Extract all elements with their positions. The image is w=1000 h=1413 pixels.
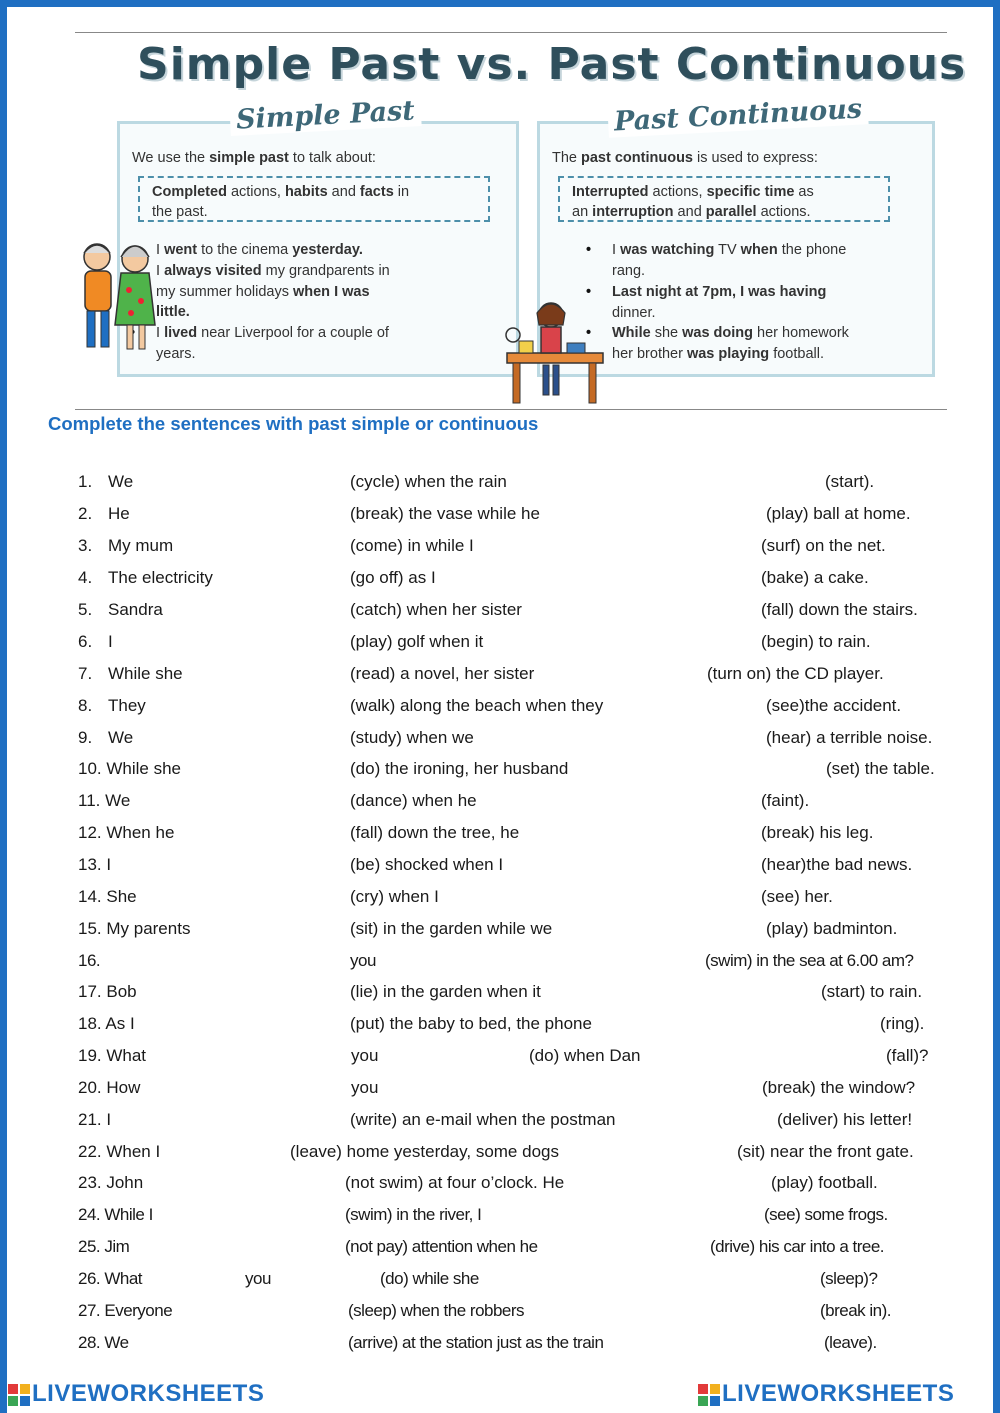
past-continuous-example-2: • Last night at 7pm, I was having dinner. [612,282,826,323]
sentence-middle: (put) the baby to bed, the phone [350,1014,592,1033]
sentence-end: (ring). [880,1014,925,1033]
sentence-end: (break in). [820,1301,892,1320]
sentence-end: (sleep)? [820,1269,878,1288]
sentence-middle-2: (do) while she [380,1269,479,1288]
sentence-subject: The electricity [108,568,213,587]
past-continuous-title: Past Continuous [607,93,868,138]
sentence-middle: you [351,1078,379,1097]
sentence-row [0,887,1000,917]
exercise-instruction: Complete the sentences with past simple or continuous [48,413,539,434]
sentence-middle: (walk) along the beach when they [350,696,604,715]
sentence-middle: you [351,1046,379,1065]
sentence-subject: 26. What [78,1269,143,1288]
sentence-middle: (be) shocked when I [350,855,504,874]
sentence-subject: While she [108,664,183,683]
sentence-subject: 13. I [78,855,112,874]
sentence-number: 9. [78,728,93,747]
sentence-row [0,919,1000,949]
sentence-middle: you [350,951,376,970]
sentence-subject: Sandra [108,600,163,619]
sentence-end: (fall) down the stairs. [761,600,918,619]
sentence-subject: 18. As I [78,1014,135,1033]
sentence-subject: 19. What [78,1046,147,1065]
sentence-subject: 25. Jim [78,1237,130,1256]
sentence-row [0,1237,1000,1267]
sentence-row [0,664,1000,694]
sentence-middle: (cry) when I [350,887,439,906]
sentence-subject: 27. Everyone [78,1301,173,1320]
grammar-header [75,32,967,410]
sentence-end: (fall)? [886,1046,929,1065]
sentence-end: (hear) a terrible noise. [766,728,933,747]
sentence-row [0,1269,1000,1299]
sentence-middle: (not pay) attention when he [345,1237,538,1256]
sentence-end: (bake) a cake. [761,568,869,587]
sentence-subject: 20. How [78,1078,141,1097]
sentence-end: (play) ball at home. [766,504,911,523]
sentence-row [0,1110,1000,1140]
sentence-middle: (lie) in the garden when it [350,982,541,1001]
sentence-row [0,568,1000,598]
sentence-subject: We [108,728,134,747]
sentence-row [0,696,1000,726]
sentence-row [0,1078,1000,1108]
sentence-end: (break) the window? [762,1078,916,1097]
simple-past-title: Simple Past [229,95,421,136]
sentence-middle: (arrive) at the station just as the train [348,1333,604,1352]
sentence-subject: 22. When I [78,1142,161,1161]
sentence-subject: 15. My parents [78,919,191,938]
sentence-end: (play) football. [771,1173,878,1192]
sentence-row [0,1046,1000,1076]
sentence-end: (break) his leg. [761,823,874,842]
sentence-row [0,472,1000,502]
sentence-middle: (come) in while I [350,536,474,555]
sentence-end: (hear)the bad news. [761,855,913,874]
sentence-subject: They [108,696,146,715]
sentence-subject: I [108,632,113,651]
sentence-middle: (cycle) when the rain [350,472,507,491]
grandparents-illustration [69,235,169,355]
sentence-middle: (sit) in the garden while we [350,919,553,938]
footer-brand-left[interactable]: LIVEWORKSHEETS [32,1380,265,1407]
sentence-subject: 16. [78,951,101,970]
sentence-subject: We [108,472,134,491]
simple-past-example-1: • I went to the cinema yesterday. [156,240,363,261]
sentence-end: (swim) in the sea at 6.00 am? [705,951,914,970]
sentence-middle: (not swim) at four o’clock. He [345,1173,565,1192]
sentence-row [0,855,1000,885]
sentence-end: (see) her. [761,887,833,906]
sentence-middle: (catch) when her sister [350,600,522,619]
sentence-subject: He [108,504,130,523]
sentence-row [0,632,1000,662]
simple-past-panel [117,95,519,377]
sentence-middle: (swim) in the river, I [345,1205,482,1224]
simple-past-example-3: • I lived near Liverpool for a couple of years. [156,323,389,364]
sentence-row [0,1014,1000,1044]
student-desk-illustration [499,295,609,405]
simple-past-intro: We use the simple past to talk about: [132,150,376,166]
sentence-end: (surf) on the net. [761,536,886,555]
sentence-row [0,1301,1000,1331]
sentence-end: (begin) to rain. [761,632,871,651]
sentence-row [0,504,1000,534]
sentence-row [0,1205,1000,1235]
sentence-number: 8. [78,696,93,715]
past-continuous-example-1: • I was watching TV when the phone rang. [612,240,846,281]
sentence-row [0,759,1000,789]
sentence-middle: (go off) as I [350,568,436,587]
sentence-row [0,982,1000,1012]
sentence-row [0,536,1000,566]
sentence-subject: 23. John [78,1173,144,1192]
sentence-number: 7. [78,664,93,683]
sentence-row [0,1333,1000,1363]
sentence-number: 1. [78,472,93,491]
sentence-subject: My mum [108,536,174,555]
sentence-end: (play) badminton. [766,919,898,938]
sentence-number: 3. [78,536,93,555]
liveworksheets-logo-icon [698,1384,720,1406]
sentence-middle: (leave) home yesterday, some dogs [290,1142,559,1161]
liveworksheets-logo-icon [8,1384,30,1406]
sentence-middle: (play) golf when it [350,632,484,651]
sentence-middle: (sleep) when the robbers [348,1301,525,1320]
sentence-subject: 28. We [78,1333,129,1352]
sentence-end: (leave). [824,1333,877,1352]
sentence-number: 6. [78,632,93,651]
sentence-subject: 11. We [78,791,131,810]
footer-brand-right[interactable]: LIVEWORKSHEETS [722,1380,955,1407]
sentence-end: (set) the table. [826,759,935,778]
page-title: Simple Past vs. Past Continuous [137,39,967,90]
sentence-row [0,1173,1000,1203]
sentence-middle: (read) a novel, her sister [350,664,535,683]
sentence-end: (drive) his car into a tree. [710,1237,885,1256]
sentence-middle: (study) when we [350,728,474,747]
sentence-end: (start). [825,472,875,491]
sentence-subject: 21. I [78,1110,112,1129]
sentence-row [0,600,1000,630]
sentence-middle: (dance) when he [350,791,477,810]
sentence-row [0,791,1000,821]
simple-past-example-2: • I always visited my grandparents in my summer holidays when I was little. [156,261,390,323]
sentence-row [0,951,1000,981]
sentence-end: (see) some frogs. [764,1205,888,1224]
sentence-end: (faint). [761,791,810,810]
past-continuous-usage-box: Interrupted actions, specific time as an interruption and parallel actions. [558,176,890,222]
sentence-subject: 17. Bob [78,982,137,1001]
sentence-middle-2: (do) when Dan [529,1046,641,1065]
sentence-middle: (fall) down the tree, he [350,823,520,842]
sentence-end: (deliver) his letter! [777,1110,913,1129]
sentence-middle: (break) the vase while he [350,504,540,523]
sentence-row [0,728,1000,758]
sentence-middle: (do) the ironing, her husband [350,759,569,778]
sentence-number: 5. [78,600,93,619]
sentence-number: 4. [78,568,93,587]
sentence-middle: you [245,1269,271,1288]
past-continuous-example-3: • While she was doing her homework her brother was playing football. [612,323,849,364]
sentence-subject: 12. When he [78,823,175,842]
sentence-number: 2. [78,504,93,523]
sentence-end: (see)the accident. [766,696,902,715]
sentence-middle: (write) an e-mail when the postman [350,1110,616,1129]
sentence-end: (start) to rain. [821,982,923,1001]
sentence-subject: 14. She [78,887,137,906]
sentence-end: (sit) near the front gate. [737,1142,914,1161]
past-continuous-intro: The past continuous is used to express: [552,150,818,166]
sentence-row [0,823,1000,853]
sentence-subject: 10. While she [78,759,181,778]
sentence-end: (turn on) the CD player. [707,664,884,683]
simple-past-usage-box: Completed actions, habits and facts in the past. [138,176,490,222]
sentence-subject: 24. While I [78,1205,153,1224]
sentence-row [0,1142,1000,1172]
